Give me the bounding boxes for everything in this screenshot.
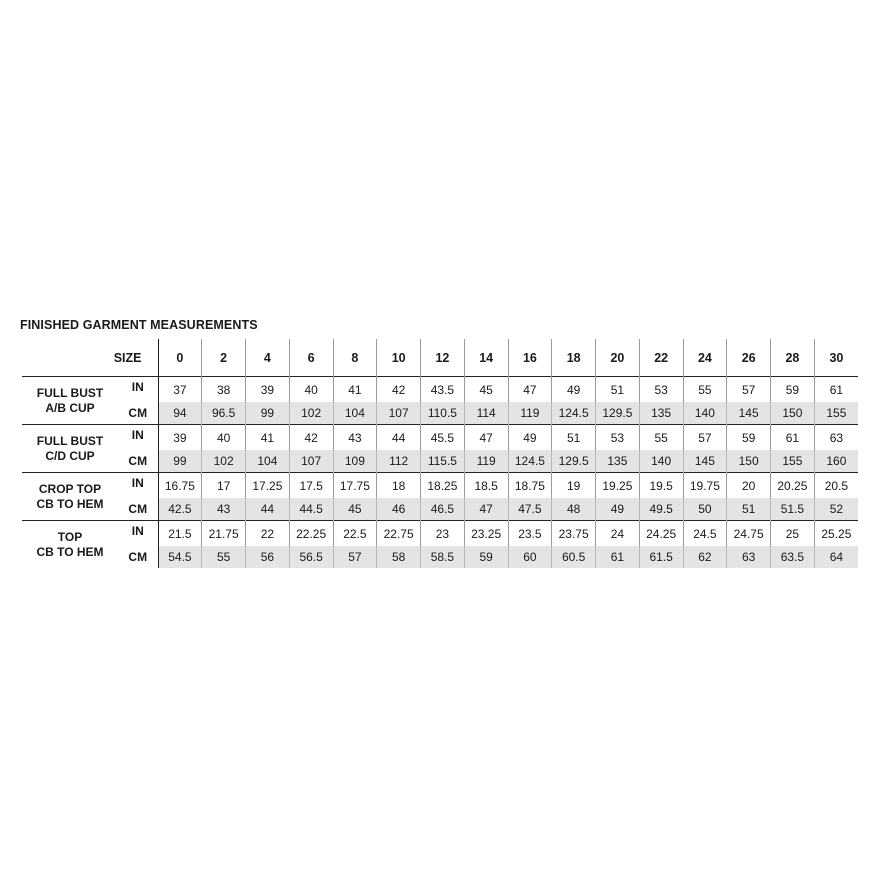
value-cell-cm: 61 — [596, 546, 640, 568]
value-cell-in: 17.5 — [289, 473, 333, 499]
value-cell-cm: 102 — [289, 402, 333, 425]
size-header-cell: 0 — [158, 339, 202, 377]
value-cell-cm: 145 — [683, 450, 727, 473]
value-cell-in: 25 — [771, 521, 815, 547]
unit-label-in: IN — [118, 425, 158, 451]
value-cell-cm: 129.5 — [596, 402, 640, 425]
value-cell-in: 49 — [508, 425, 552, 451]
value-cell-cm: 64 — [814, 546, 858, 568]
value-cell-cm: 135 — [596, 450, 640, 473]
value-cell-cm: 114 — [464, 402, 508, 425]
value-cell-in: 61 — [771, 425, 815, 451]
value-cell-in: 24 — [596, 521, 640, 547]
value-cell-cm: 58 — [377, 546, 421, 568]
size-header-cell: 10 — [377, 339, 421, 377]
measurement-label-line2: A/B CUP — [45, 400, 95, 415]
measure-row-cm — [22, 498, 858, 521]
value-cell-in: 18 — [377, 473, 421, 499]
value-cell-cm: 96.5 — [202, 402, 246, 425]
value-cell-in: 41 — [246, 425, 290, 451]
value-cell-cm: 99 — [158, 450, 202, 473]
value-cell-cm: 43 — [202, 498, 246, 521]
value-cell-in: 55 — [639, 425, 683, 451]
value-cell-cm: 63.5 — [771, 546, 815, 568]
value-cell-in: 23.25 — [464, 521, 508, 547]
value-cell-in: 39 — [158, 425, 202, 451]
value-cell-cm: 150 — [727, 450, 771, 473]
value-cell-cm: 44.5 — [289, 498, 333, 521]
value-cell-in: 51 — [552, 425, 596, 451]
value-cell-in: 57 — [683, 425, 727, 451]
value-cell-cm: 57 — [333, 546, 377, 568]
value-cell-in: 17.25 — [246, 473, 290, 499]
value-cell-cm: 155 — [814, 402, 858, 425]
measure-row-in — [22, 425, 858, 451]
measure-row-in — [22, 521, 858, 547]
value-cell-cm: 115.5 — [421, 450, 465, 473]
value-cell-in: 57 — [727, 377, 771, 403]
value-cell-in: 19 — [552, 473, 596, 499]
value-cell-cm: 155 — [771, 450, 815, 473]
value-cell-in: 20.25 — [771, 473, 815, 499]
value-cell-cm: 48 — [552, 498, 596, 521]
size-header-cell: 12 — [421, 339, 465, 377]
value-cell-in: 43.5 — [421, 377, 465, 403]
unit-label-in: IN — [118, 473, 158, 499]
size-header-cell: 18 — [552, 339, 596, 377]
size-header-cell: 14 — [464, 339, 508, 377]
measurement-label — [22, 521, 118, 569]
size-header-cell: 8 — [333, 339, 377, 377]
value-cell-cm: 45 — [333, 498, 377, 521]
value-cell-in: 16.75 — [158, 473, 202, 499]
value-cell-in: 19.5 — [639, 473, 683, 499]
measure-row-cm — [22, 546, 858, 568]
measurement-label-line2: CB TO HEM — [36, 544, 104, 559]
value-cell-cm: 110.5 — [421, 402, 465, 425]
value-cell-in: 20 — [727, 473, 771, 499]
value-cell-cm: 49 — [596, 498, 640, 521]
value-cell-cm: 99 — [246, 402, 290, 425]
value-cell-cm: 145 — [727, 402, 771, 425]
size-header-cell: 16 — [508, 339, 552, 377]
unit-label-cm: CM — [118, 402, 158, 425]
value-cell-in: 40 — [289, 377, 333, 403]
value-cell-cm: 107 — [377, 402, 421, 425]
value-cell-cm: 124.5 — [508, 450, 552, 473]
value-cell-in: 22 — [246, 521, 290, 547]
unit-label-cm: CM — [118, 450, 158, 473]
value-cell-cm: 55 — [202, 546, 246, 568]
value-cell-in: 24.75 — [727, 521, 771, 547]
value-cell-in: 59 — [771, 377, 815, 403]
value-cell-in: 19.75 — [683, 473, 727, 499]
value-cell-cm: 109 — [333, 450, 377, 473]
value-cell-cm: 160 — [814, 450, 858, 473]
value-cell-cm: 60 — [508, 546, 552, 568]
value-cell-in: 47 — [464, 425, 508, 451]
value-cell-in: 59 — [727, 425, 771, 451]
value-cell-in: 17.75 — [333, 473, 377, 499]
value-cell-in: 45 — [464, 377, 508, 403]
value-cell-in: 22.75 — [377, 521, 421, 547]
size-header-cell: 24 — [683, 339, 727, 377]
value-cell-cm: 51 — [727, 498, 771, 521]
value-cell-cm: 94 — [158, 402, 202, 425]
measure-row-cm — [22, 450, 858, 473]
measurement-label-line1: CROP TOP — [38, 481, 102, 496]
value-cell-in: 23 — [421, 521, 465, 547]
value-cell-in: 39 — [246, 377, 290, 403]
value-cell-cm: 129.5 — [552, 450, 596, 473]
value-cell-in: 41 — [333, 377, 377, 403]
value-cell-in: 43 — [333, 425, 377, 451]
measurement-label-line1: TOP — [57, 529, 83, 544]
size-header-cell: 20 — [596, 339, 640, 377]
value-cell-in: 18.75 — [508, 473, 552, 499]
value-cell-in: 55 — [683, 377, 727, 403]
value-cell-in: 42 — [289, 425, 333, 451]
value-cell-in: 42 — [377, 377, 421, 403]
value-cell-cm: 59 — [464, 546, 508, 568]
value-cell-cm: 150 — [771, 402, 815, 425]
value-cell-in: 24.25 — [639, 521, 683, 547]
value-cell-cm: 112 — [377, 450, 421, 473]
measurement-label-line1: FULL BUST — [36, 385, 104, 400]
value-cell-cm: 56.5 — [289, 546, 333, 568]
size-header-row — [22, 339, 858, 377]
value-cell-in: 40 — [202, 425, 246, 451]
value-cell-cm: 135 — [639, 402, 683, 425]
value-cell-cm: 56 — [246, 546, 290, 568]
value-cell-cm: 62 — [683, 546, 727, 568]
size-header-cell: 30 — [814, 339, 858, 377]
value-cell-in: 18.5 — [464, 473, 508, 499]
value-cell-cm: 49.5 — [639, 498, 683, 521]
value-cell-in: 24.5 — [683, 521, 727, 547]
unit-label-in: IN — [118, 521, 158, 547]
measurement-label-line2: C/D CUP — [45, 448, 95, 463]
size-header-cell: 2 — [202, 339, 246, 377]
value-cell-cm: 104 — [333, 402, 377, 425]
value-cell-cm: 46.5 — [421, 498, 465, 521]
value-cell-in: 18.25 — [421, 473, 465, 499]
measurement-label-line2: CB TO HEM — [36, 496, 104, 511]
unit-label-in: IN — [118, 377, 158, 403]
value-cell-cm: 52 — [814, 498, 858, 521]
value-cell-in: 53 — [639, 377, 683, 403]
size-label: SIZE — [113, 350, 142, 365]
value-cell-in: 49 — [552, 377, 596, 403]
value-cell-in: 23.5 — [508, 521, 552, 547]
measure-row-in — [22, 377, 858, 403]
value-cell-in: 17 — [202, 473, 246, 499]
table-title: FINISHED GARMENT MEASUREMENTS — [20, 318, 258, 332]
value-cell-in: 22.25 — [289, 521, 333, 547]
value-cell-cm: 44 — [246, 498, 290, 521]
size-header-cell: 6 — [289, 339, 333, 377]
measurement-label — [22, 425, 118, 473]
value-cell-cm: 47.5 — [508, 498, 552, 521]
measurement-label — [22, 377, 118, 425]
measure-row-in — [22, 473, 858, 499]
value-cell-cm: 54.5 — [158, 546, 202, 568]
measure-row-cm — [22, 402, 858, 425]
value-cell-cm: 61.5 — [639, 546, 683, 568]
size-header-cell: 4 — [246, 339, 290, 377]
value-cell-in: 21.75 — [202, 521, 246, 547]
value-cell-in: 38 — [202, 377, 246, 403]
value-cell-cm: 58.5 — [421, 546, 465, 568]
size-header-cell: 22 — [639, 339, 683, 377]
value-cell-in: 37 — [158, 377, 202, 403]
value-cell-cm: 140 — [683, 402, 727, 425]
value-cell-in: 22.5 — [333, 521, 377, 547]
value-cell-cm: 47 — [464, 498, 508, 521]
value-cell-cm: 119 — [464, 450, 508, 473]
value-cell-in: 21.5 — [158, 521, 202, 547]
value-cell-in: 51 — [596, 377, 640, 403]
value-cell-cm: 124.5 — [552, 402, 596, 425]
value-cell-in: 44 — [377, 425, 421, 451]
size-header-cell: 28 — [771, 339, 815, 377]
value-cell-cm: 102 — [202, 450, 246, 473]
value-cell-in: 23.75 — [552, 521, 596, 547]
value-cell-cm: 63 — [727, 546, 771, 568]
value-cell-cm: 51.5 — [771, 498, 815, 521]
value-cell-cm: 140 — [639, 450, 683, 473]
value-cell-cm: 42.5 — [158, 498, 202, 521]
unit-label-cm: CM — [118, 546, 158, 568]
value-cell-cm: 60.5 — [552, 546, 596, 568]
value-cell-in: 47 — [508, 377, 552, 403]
measurement-label-line1: FULL BUST — [36, 433, 104, 448]
unit-label-cm: CM — [118, 498, 158, 521]
value-cell-in: 53 — [596, 425, 640, 451]
size-header-cell: 26 — [727, 339, 771, 377]
value-cell-cm: 119 — [508, 402, 552, 425]
value-cell-in: 19.25 — [596, 473, 640, 499]
measurements-table — [22, 339, 858, 568]
value-cell-cm: 46 — [377, 498, 421, 521]
value-cell-cm: 50 — [683, 498, 727, 521]
value-cell-cm: 107 — [289, 450, 333, 473]
value-cell-in: 45.5 — [421, 425, 465, 451]
measurement-label — [22, 473, 118, 521]
value-cell-in: 20.5 — [814, 473, 858, 499]
value-cell-cm: 104 — [246, 450, 290, 473]
value-cell-in: 25.25 — [814, 521, 858, 547]
value-cell-in: 63 — [814, 425, 858, 451]
value-cell-in: 61 — [814, 377, 858, 403]
